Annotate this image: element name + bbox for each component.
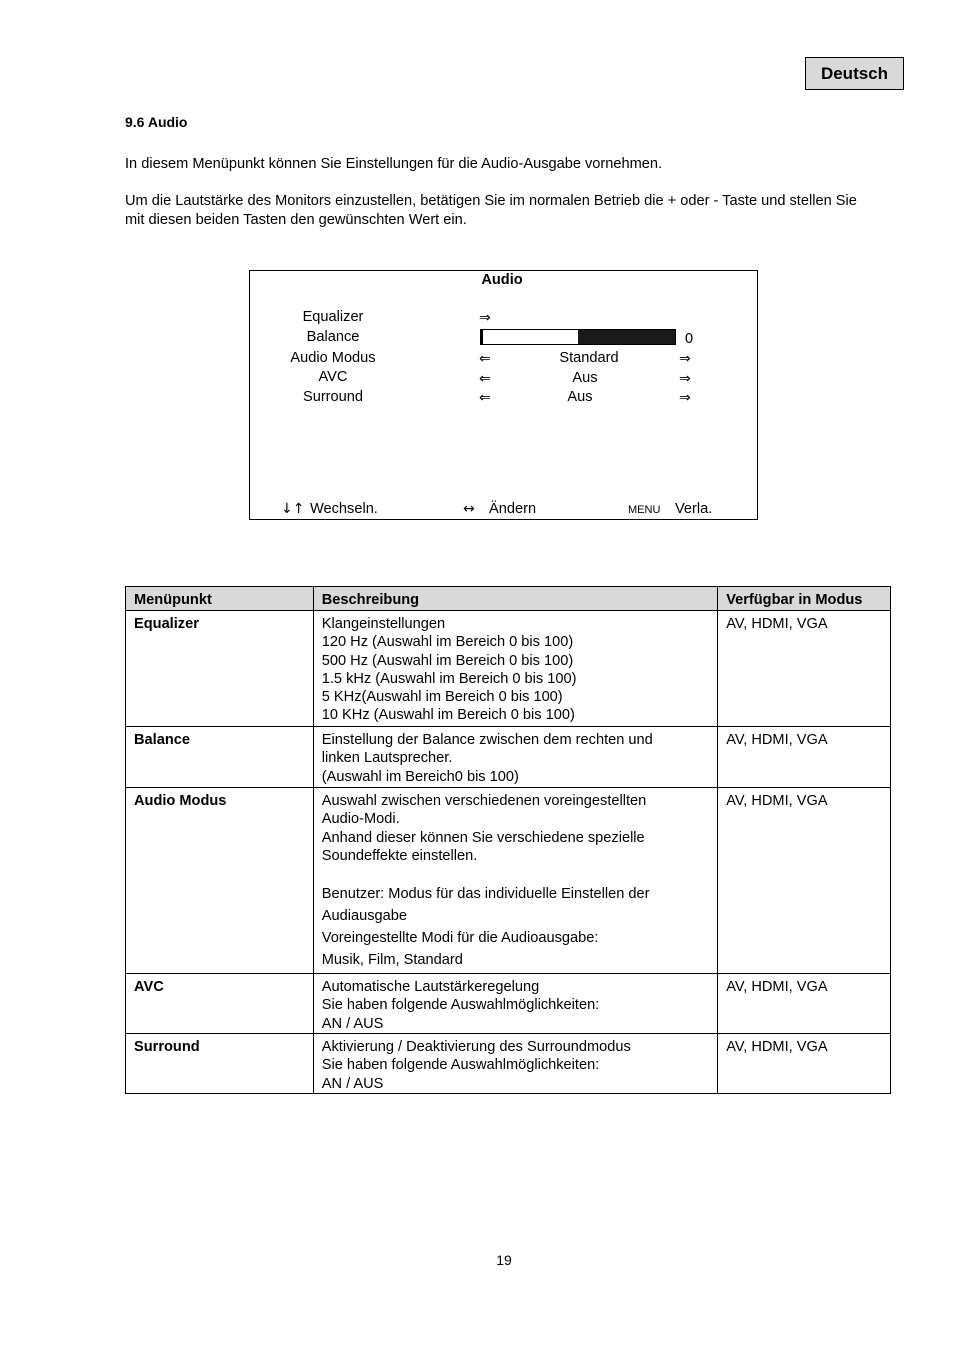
osd-label-avc: AVC bbox=[318, 369, 348, 385]
right-arrow-icon: ⇒ bbox=[679, 371, 691, 387]
audio-settings-table bbox=[125, 586, 891, 1094]
row-description bbox=[313, 727, 717, 788]
description-line: Automatische Lautstärkeregelung bbox=[321, 979, 540, 995]
row-name: AVC bbox=[126, 974, 314, 1034]
right-arrow-icon: ⇒ bbox=[479, 310, 491, 326]
row-name: Surround bbox=[126, 1034, 314, 1094]
description-line: Aktivierung / Deaktivierung des Surroundmodus bbox=[321, 1039, 631, 1055]
table-header-description: Beschreibung bbox=[313, 587, 717, 611]
description-line: AN / AUS bbox=[321, 1075, 384, 1092]
row-modes: AV, HDMI, VGA bbox=[718, 727, 891, 788]
left-arrow-icon: ⇐ bbox=[479, 390, 491, 406]
row-name: Equalizer bbox=[126, 611, 314, 727]
description-line: Anhand dieser können Sie verschiedene spezielle bbox=[321, 829, 645, 846]
description-line: 5 KHz(Auswahl im Bereich 0 bis 100) bbox=[321, 689, 563, 706]
osd-value-surround: Aus bbox=[567, 389, 593, 405]
osd-balance-value: 0 bbox=[685, 331, 694, 347]
row-name: Audio Modus bbox=[126, 788, 314, 974]
row-description bbox=[313, 1034, 717, 1094]
description-line: Musik, Film, Standard bbox=[321, 952, 463, 969]
osd-footer-exit-label: Verla. bbox=[675, 501, 713, 517]
osd-title: Audio bbox=[481, 272, 523, 288]
row-description bbox=[313, 611, 717, 727]
page-number: 19 bbox=[496, 1252, 512, 1268]
description-line: Sie haben folgende Auswahlmöglichkeiten: bbox=[321, 1057, 600, 1074]
description-line: 10 KHz (Auswahl im Bereich 0 bis 100) bbox=[321, 707, 575, 724]
description-line: Sie haben folgende Auswahlmöglichkeiten: bbox=[321, 997, 600, 1014]
osd-value-audio-modus: Standard bbox=[559, 350, 619, 366]
row-modes: AV, HDMI, VGA bbox=[718, 974, 891, 1034]
description-line: Audio-Modi. bbox=[321, 811, 400, 828]
row-modes: AV, HDMI, VGA bbox=[718, 611, 891, 727]
table-row bbox=[126, 611, 891, 727]
osd-footer-switch-label: Wechseln. bbox=[310, 501, 378, 517]
left-arrow-icon: ⇐ bbox=[479, 351, 491, 367]
osd-label-surround: Surround bbox=[302, 389, 364, 405]
description-line: Benutzer: Modus für das individuelle Einstellen der bbox=[321, 886, 650, 903]
description-line: AN / AUS bbox=[321, 1015, 384, 1032]
description-line: Soundeffekte einstellen. bbox=[321, 847, 478, 864]
description-line: 1.5 kHz (Auswahl im Bereich 0 bis 100) bbox=[321, 670, 577, 687]
osd-label-equalizer: Equalizer bbox=[302, 309, 364, 325]
description-line: Audiausgabe bbox=[321, 908, 407, 925]
table-header-modes: Verfügbar in Modus bbox=[718, 587, 891, 611]
balance-slider-fill bbox=[578, 330, 675, 344]
row-modes: AV, HDMI, VGA bbox=[718, 1034, 891, 1094]
section-heading: 9.6 Audio bbox=[125, 114, 188, 130]
intro-paragraph-2: Um die Lautstärke des Monitors einzustellen, betätigen Sie im normalen Betrieb die + oder - Taste und stellen Sie mit diesen beiden Tasten den gewünschten Wert ein. bbox=[125, 193, 857, 228]
osd-value-avc: Aus bbox=[572, 370, 598, 386]
table-row bbox=[126, 1034, 891, 1094]
table-header-row bbox=[126, 587, 891, 611]
osd-label-audio-modus: Audio Modus bbox=[290, 350, 376, 366]
right-arrow-icon: ⇒ bbox=[679, 390, 691, 406]
menu-key-label: MENU bbox=[628, 504, 661, 516]
left-arrow-icon: ⇐ bbox=[479, 371, 491, 387]
table-row bbox=[126, 727, 891, 788]
intro-paragraph-1: In diesem Menüpunkt können Sie Einstellungen für die Audio-Ausgabe vornehmen. bbox=[125, 156, 663, 172]
description-line: (Auswahl im Bereich0 bis 100) bbox=[321, 768, 519, 785]
table-header-menu-item: Menüpunkt bbox=[126, 587, 314, 611]
left-right-arrow-icon: ↔ bbox=[463, 501, 475, 517]
table-row bbox=[126, 788, 891, 974]
row-name: Balance bbox=[126, 727, 314, 788]
osd-footer-change-label: Ändern bbox=[489, 501, 537, 517]
description-line: linken Lautsprecher. bbox=[321, 750, 453, 767]
description-line: Voreingestellte Modi für die Audioausgabe: bbox=[321, 930, 599, 947]
osd-label-balance: Balance bbox=[306, 329, 360, 345]
up-down-arrows-icon: ↓↑ bbox=[281, 501, 305, 517]
balance-slider-cursor bbox=[481, 330, 483, 344]
row-modes: AV, HDMI, VGA bbox=[718, 788, 891, 974]
language-badge: Deutsch bbox=[805, 57, 904, 90]
description-line: Auswahl zwischen verschiedenen voreingestellten bbox=[321, 793, 647, 809]
description-line: Klangeinstellungen bbox=[321, 616, 446, 632]
description-line: 120 Hz (Auswahl im Bereich 0 bis 100) bbox=[321, 634, 574, 651]
description-spacer bbox=[322, 865, 709, 883]
osd-audio-menu bbox=[249, 270, 758, 520]
right-arrow-icon: ⇒ bbox=[679, 351, 691, 367]
row-description bbox=[313, 788, 717, 974]
row-description bbox=[313, 974, 717, 1034]
description-line: 500 Hz (Auswahl im Bereich 0 bis 100) bbox=[321, 652, 574, 669]
balance-slider bbox=[480, 329, 676, 345]
table-row bbox=[126, 974, 891, 1034]
description-line: Einstellung der Balance zwischen dem rechten und bbox=[321, 732, 653, 748]
